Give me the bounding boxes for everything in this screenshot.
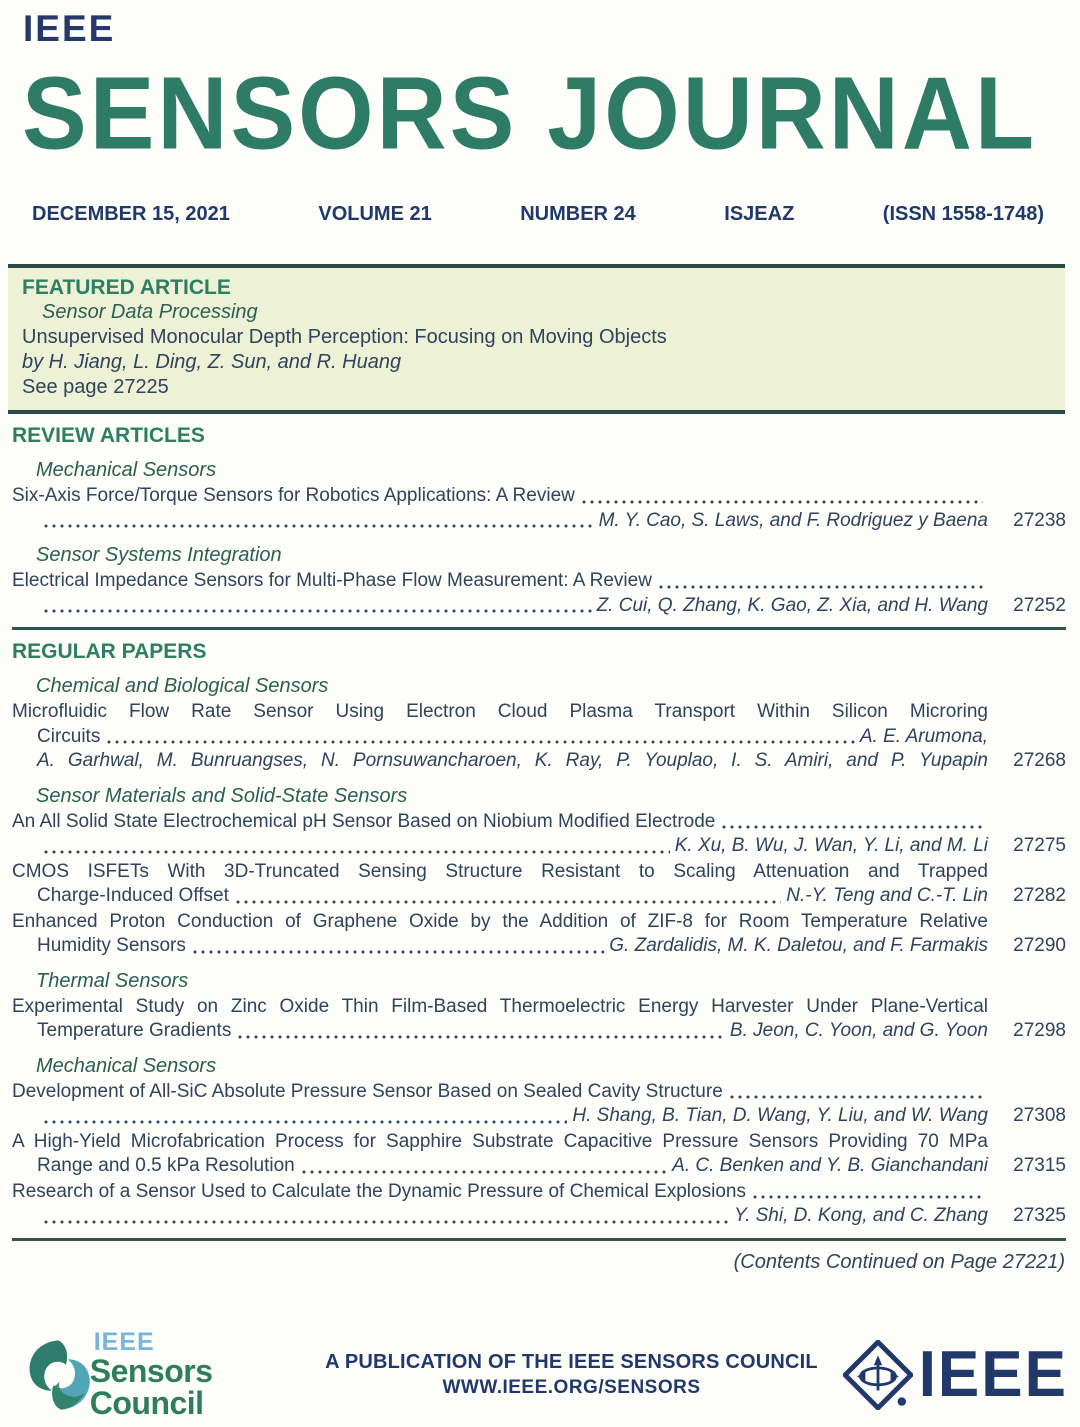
toc-line-main — [12, 1180, 988, 1205]
page-number: 27275 — [1013, 835, 1066, 857]
article-title-text: Experimental Study on Zinc Oxide Thin Film-Based Thermoelectric Energy Harvester Under Plane-Vertical — [12, 995, 988, 1017]
page-number: 27290 — [1013, 935, 1066, 957]
toc-entry — [12, 569, 1066, 618]
sensors-council-logo — [25, 1330, 325, 1419]
toc-line-main — [12, 1019, 988, 1044]
issue-date: DECEMBER 15, 2021 — [32, 203, 230, 226]
page-number: 27325 — [1013, 1205, 1066, 1227]
article-authors: Z. Cui, Q. Zhang, K. Gao, Z. Xia, and H. Wang — [596, 594, 988, 616]
dot-leader — [42, 1204, 729, 1229]
ieee-brand-text: IEEE — [23, 8, 116, 49]
toc-entry-line — [12, 749, 1066, 774]
footer — [0, 1330, 1080, 1419]
dot-leader — [657, 569, 983, 594]
toc-entry-line — [12, 569, 1066, 594]
publication-url: WWW.IEEE.ORG/SENSORS — [442, 1376, 701, 1398]
featured-byline: by H. Jiang, L. Ding, Z. Sun, and R. Huang — [22, 351, 402, 374]
toc-line-main — [12, 1080, 988, 1105]
toc-entry-line — [12, 995, 1066, 1020]
article-authors: A. C. Benken and Y. B. Gianchandani — [672, 1155, 988, 1177]
toc-entry-line — [12, 700, 1066, 725]
toc-entry — [12, 700, 1066, 774]
article-title-text: Development of All-SiC Absolute Pressure Sensor Based on Sealed Cavity Structure — [12, 1080, 723, 1102]
article-title-text: Range and 0.5 kPa Resolution — [37, 1155, 295, 1177]
toc-entry-line — [12, 1180, 1066, 1205]
toc-line-main — [12, 1130, 988, 1155]
issue-issn: (ISSN 1558-1748) — [882, 203, 1044, 226]
issue-code: ISJEAZ — [724, 203, 795, 226]
toc-entry — [12, 1130, 1066, 1179]
toc-entry — [12, 484, 1066, 533]
page-number: 27238 — [1013, 509, 1066, 531]
dot-leader — [236, 1019, 725, 1044]
featured-category: Sensor Data Processing — [42, 301, 258, 324]
toc-entry-line — [12, 1019, 1066, 1044]
featured-see-page: See page 27225 — [22, 376, 169, 399]
toc-entry — [12, 910, 1066, 959]
publication-statement — [325, 1351, 818, 1399]
ieee-logo — [818, 1337, 1068, 1411]
article-authors: A. Garhwal, M. Bunruangses, N. Pornsuwancharoen, K. Ray, P. Youplao, I. S. Amiri, and P. Yupapin — [37, 750, 988, 772]
toc-entry-line — [12, 910, 1066, 935]
dot-leader — [234, 884, 781, 909]
toc-line-main — [12, 725, 988, 750]
toc-entry-line — [12, 1204, 1066, 1229]
toc-entry-line — [12, 1104, 1066, 1129]
article-authors: M. Y. Cao, S. Laws, and F. Rodriguez y Baena — [598, 509, 988, 531]
toc-line-main — [12, 910, 988, 935]
toc-entry-line — [12, 1130, 1066, 1155]
contents-continued-note: (Contents Continued on Page 27221) — [733, 1250, 1065, 1273]
article-title-text: Temperature Gradients — [37, 1020, 232, 1042]
article-title-text: Research of a Sensor Used to Calculate the Dynamic Pressure of Chemical Explosions — [12, 1180, 746, 1202]
toc-line-main — [12, 995, 988, 1020]
toc-entry-line — [12, 484, 1066, 509]
issue-volume: VOLUME 21 — [318, 203, 432, 226]
toc-entry-line — [12, 860, 1066, 885]
page-number: 27252 — [1013, 594, 1066, 616]
category-subheading: Mechanical Sensors — [36, 459, 217, 482]
issue-info-row — [32, 203, 1044, 226]
page-number: 27315 — [1013, 1155, 1066, 1177]
category-subheading: Mechanical Sensors — [36, 1054, 217, 1077]
toc-line-main — [12, 884, 988, 909]
section-divider — [12, 627, 1066, 630]
featured-title: Unsupervised Monocular Depth Perception: Focusing on Moving Objects — [22, 326, 667, 349]
category-subheading: Sensor Materials and Solid-State Sensors — [36, 784, 408, 807]
toc-entry-line — [12, 810, 1066, 835]
featured-label: FEATURED ARTICLE — [22, 276, 231, 300]
ieee-wordmark: IEEE — [918, 1337, 1068, 1411]
dot-leader — [728, 1080, 983, 1105]
page-number: 27282 — [1013, 885, 1066, 907]
toc-line-main — [12, 1204, 988, 1229]
article-title-text: Microfluidic Flow Rate Sensor Using Electron Cloud Plasma Transport Within Silicon Microring — [12, 701, 988, 723]
article-authors: K. Xu, B. Wu, J. Wan, Y. Li, and M. Li — [674, 835, 988, 857]
section-heading: REGULAR PAPERS — [12, 640, 207, 664]
toc-entry-line — [12, 834, 1066, 859]
dot-leader — [42, 594, 592, 619]
article-title-text: CMOS ISFETs With 3D-Truncated Sensing Structure Resistant to Scaling Attenuation and Trapped — [12, 860, 988, 882]
article-authors: A. E. Arumona, — [859, 725, 988, 747]
toc-entry-line — [12, 1154, 1066, 1179]
category-subheading: Chemical and Biological Sensors — [36, 675, 329, 698]
toc-line-main — [12, 749, 988, 774]
toc-line-main — [12, 700, 988, 725]
article-authors: H. Shang, B. Tian, D. Wang, Y. Liu, and W. Wang — [572, 1105, 988, 1127]
category-subheading: Thermal Sensors — [36, 969, 189, 992]
toc-entry-line — [12, 594, 1066, 619]
section-divider — [12, 1238, 1066, 1241]
toc-entry — [12, 1080, 1066, 1129]
featured-article-box — [8, 264, 1065, 414]
article-title-text: Charge-Induced Offset — [37, 885, 229, 907]
toc-entry-line — [12, 509, 1066, 534]
toc-entry — [12, 860, 1066, 909]
dot-leader — [580, 484, 983, 509]
toc-entry — [12, 995, 1066, 1044]
article-authors: B. Jeon, C. Yoon, and G. Yoon — [729, 1020, 988, 1042]
category-subheading: Sensor Systems Integration — [36, 544, 282, 567]
article-title-text: An All Solid State Electrochemical pH Sensor Based on Niobium Modified Electrode — [12, 810, 716, 832]
dot-leader — [720, 810, 983, 835]
dot-leader — [751, 1180, 983, 1205]
dot-leader — [105, 725, 855, 750]
issue-number: NUMBER 24 — [520, 203, 636, 226]
toc-line-main — [12, 1154, 988, 1179]
dot-leader — [42, 1104, 567, 1129]
toc-line-main — [12, 594, 988, 619]
toc-entry-line — [12, 934, 1066, 959]
table-of-contents — [12, 424, 1066, 1241]
section-heading: REVIEW ARTICLES — [12, 424, 205, 448]
dot-leader — [42, 509, 594, 534]
page-number: 27268 — [1013, 750, 1066, 772]
article-title-text: Humidity Sensors — [37, 935, 186, 957]
toc-line-main — [12, 810, 988, 835]
dot-leader — [191, 934, 604, 959]
toc-line-main — [12, 1104, 988, 1129]
article-title-text: Electrical Impedance Sensors for Multi-Phase Flow Measurement: A Review — [12, 570, 652, 592]
council-ieee-label: IEEE — [93, 1328, 155, 1356]
sensors-council-text — [90, 1330, 325, 1419]
toc-entry-line — [12, 884, 1066, 909]
toc-line-main — [12, 484, 988, 509]
journal-title: SENSORS JOURNAL — [22, 55, 1038, 171]
toc-entry — [12, 810, 1066, 859]
toc-entry-line — [12, 725, 1066, 750]
toc-line-main — [12, 860, 988, 885]
dot-leader — [300, 1154, 667, 1179]
dot-leader — [42, 834, 670, 859]
toc-line-main — [12, 934, 988, 959]
toc-line-main — [12, 509, 988, 534]
toc-entry — [12, 1180, 1066, 1229]
toc-entry-line — [12, 1080, 1066, 1105]
article-authors: Y. Shi, D. Kong, and C. Zhang — [734, 1205, 988, 1227]
page-number: 27308 — [1013, 1105, 1066, 1127]
toc-line-main — [12, 834, 988, 859]
publication-line1: A PUBLICATION OF THE IEEE SENSORS COUNCIL — [325, 1350, 818, 1373]
article-title-text: Six-Axis Force/Torque Sensors for Robotics Applications: A Review — [12, 485, 575, 507]
article-title-text: A High-Yield Microfabrication Process for Sapphire Substrate Capacitive Pressure Sensors Providing 70 MPa — [12, 1130, 988, 1152]
article-authors: N.-Y. Teng and C.-T. Lin — [786, 885, 988, 907]
page-number: 27298 — [1013, 1020, 1066, 1042]
toc-line-main — [12, 569, 988, 594]
article-title-text: Enhanced Proton Conduction of Graphene Oxide by the Addition of ZIF-8 for Room Temperature Relative — [12, 910, 988, 932]
article-title-text: Circuits — [37, 725, 101, 747]
ieee-diamond-icon — [843, 1340, 913, 1410]
article-authors: G. Zardalidis, M. K. Daletou, and F. Farmakis — [609, 935, 988, 957]
council-name-label: Sensors Council — [89, 1353, 213, 1421]
